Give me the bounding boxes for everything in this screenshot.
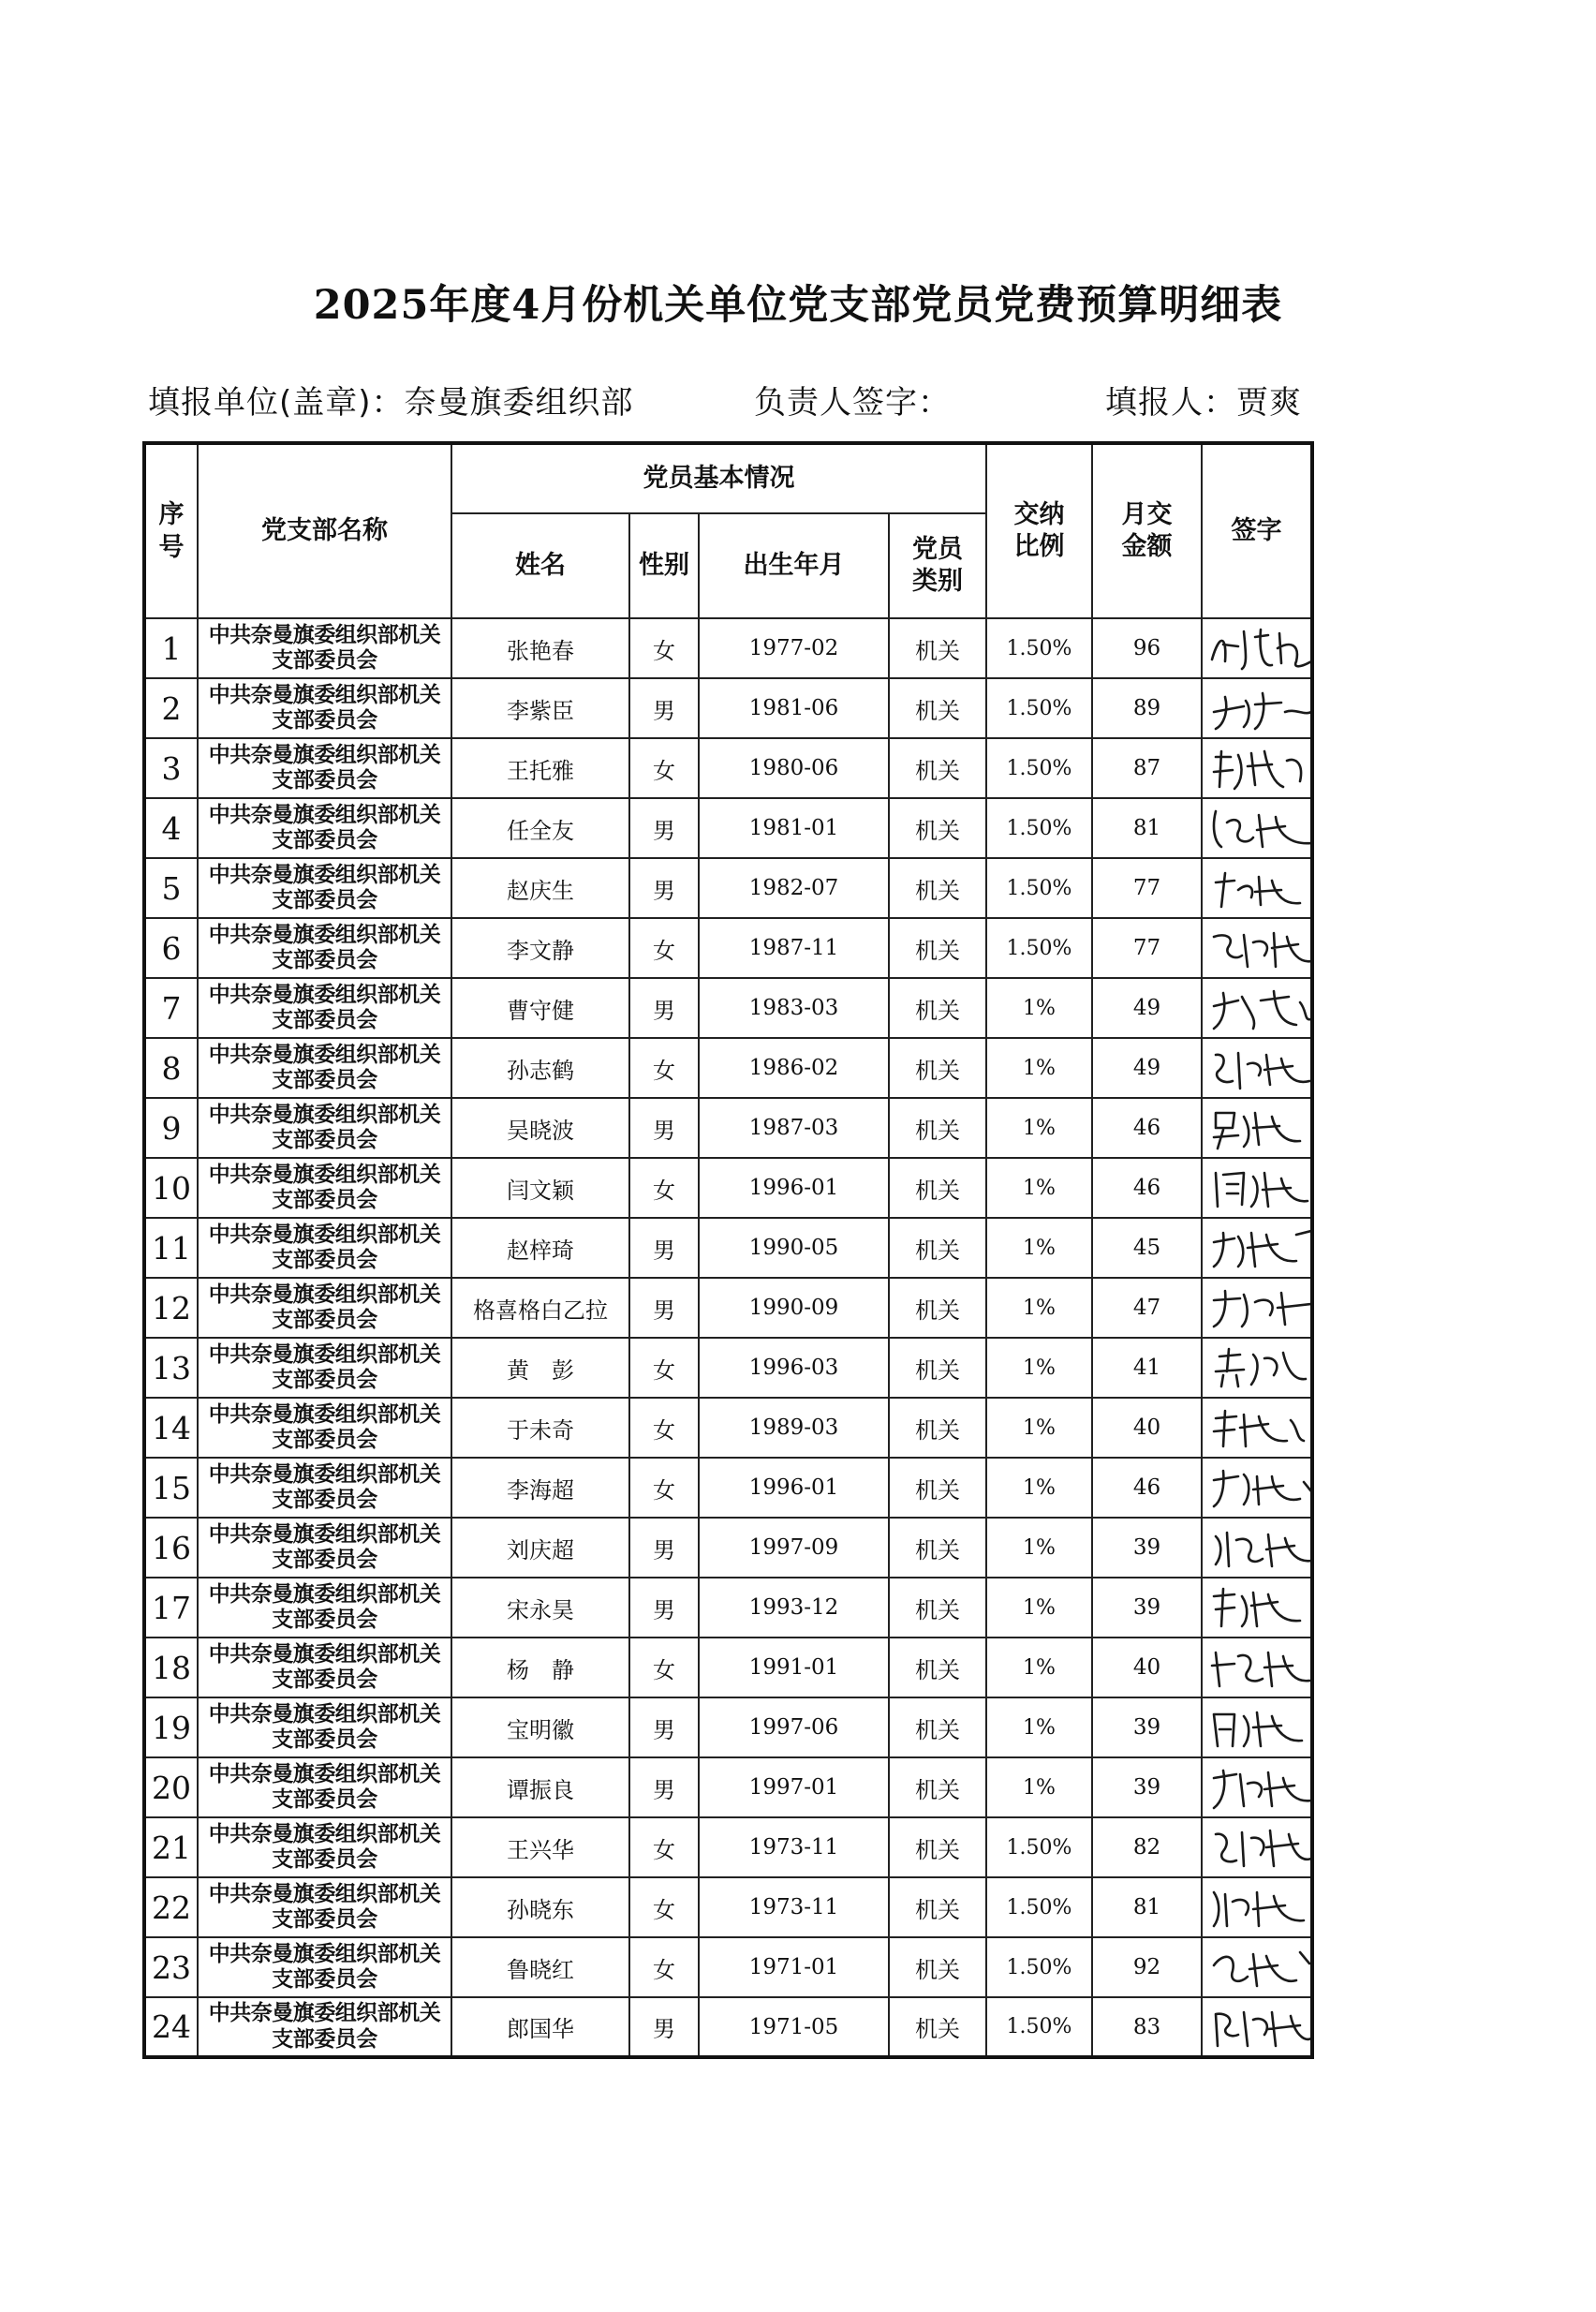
monthly-amount: 49 <box>1092 1038 1202 1098</box>
handwritten-signature <box>1206 984 1312 1032</box>
page-title: 2025年度4月份机关单位党支部党员党费预算明细表 <box>313 282 1283 329</box>
payment-rate: 1% <box>986 978 1092 1038</box>
signature-cell <box>1202 618 1312 678</box>
table-row <box>144 1038 1312 1098</box>
monthly-amount: 39 <box>1092 1757 1202 1817</box>
header-branch: 党支部名称 <box>198 443 451 618</box>
signature-cell <box>1202 858 1312 918</box>
header-category: 党员类别 <box>889 513 986 618</box>
handwritten-signature <box>1206 1463 1312 1512</box>
signature-cell <box>1202 978 1312 1038</box>
member-category: 机关 <box>889 1817 986 1877</box>
monthly-amount: 46 <box>1092 1458 1202 1518</box>
row-number: 14 <box>144 1398 198 1458</box>
member-category: 机关 <box>889 1638 986 1697</box>
branch-name: 中共奈曼旗委组织部机关支部委员会 <box>198 1578 451 1638</box>
payment-rate: 1% <box>986 1398 1092 1458</box>
member-gender: 女 <box>629 1158 699 1218</box>
header-signature: 签字 <box>1202 443 1312 618</box>
member-category: 机关 <box>889 798 986 858</box>
member-name: 宝明徽 <box>451 1697 629 1757</box>
member-name: 王兴华 <box>451 1817 629 1877</box>
member-category: 机关 <box>889 1218 986 1278</box>
signature-cell <box>1202 1937 1312 1997</box>
member-birth: 1987-03 <box>699 1098 889 1158</box>
row-number: 20 <box>144 1757 198 1817</box>
handwritten-signature <box>1206 1403 1312 1452</box>
branch-name: 中共奈曼旗委组织部机关支部委员会 <box>198 618 451 678</box>
monthly-amount: 40 <box>1092 1398 1202 1458</box>
monthly-amount: 39 <box>1092 1578 1202 1638</box>
branch-name: 中共奈曼旗委组织部机关支部委员会 <box>198 918 451 978</box>
monthly-amount: 47 <box>1092 1278 1202 1338</box>
row-number: 19 <box>144 1697 198 1757</box>
row-number: 7 <box>144 978 198 1038</box>
handwritten-signature <box>1206 1703 1312 1752</box>
row-number: 15 <box>144 1458 198 1518</box>
handwritten-signature <box>1206 2003 1312 2052</box>
branch-name: 中共奈曼旗委组织部机关支部委员会 <box>198 738 451 798</box>
signature-cell <box>1202 678 1312 738</box>
branch-name: 中共奈曼旗委组织部机关支部委员会 <box>198 1817 451 1877</box>
dues-table <box>142 441 1314 2059</box>
row-number: 18 <box>144 1638 198 1697</box>
member-birth: 1997-06 <box>699 1697 889 1757</box>
row-number: 2 <box>144 678 198 738</box>
monthly-amount: 89 <box>1092 678 1202 738</box>
table-row <box>144 1278 1312 1338</box>
monthly-amount: 82 <box>1092 1817 1202 1877</box>
handwritten-signature <box>1206 1283 1312 1332</box>
member-category: 机关 <box>889 1158 986 1218</box>
table-row <box>144 1937 1312 1997</box>
row-number: 10 <box>144 1158 198 1218</box>
member-birth: 1997-09 <box>699 1518 889 1578</box>
member-category: 机关 <box>889 1398 986 1458</box>
monthly-amount: 77 <box>1092 858 1202 918</box>
payment-rate: 1% <box>986 1578 1092 1638</box>
payment-rate: 1% <box>986 1158 1092 1218</box>
signature-cell <box>1202 1638 1312 1697</box>
member-name: 赵梓琦 <box>451 1218 629 1278</box>
signature-cell <box>1202 1518 1312 1578</box>
member-birth: 1996-01 <box>699 1458 889 1518</box>
handwritten-signature <box>1206 1163 1312 1212</box>
member-category: 机关 <box>889 618 986 678</box>
branch-name: 中共奈曼旗委组织部机关支部委员会 <box>198 1158 451 1218</box>
member-name: 刘庆超 <box>451 1518 629 1578</box>
reporting-unit: 填报单位(盖章)：奈曼旗委组织部 <box>148 384 634 422</box>
table-row <box>144 1458 1312 1518</box>
handwritten-signature <box>1206 1104 1312 1152</box>
table-row <box>144 1338 1312 1398</box>
header-name: 姓名 <box>451 513 629 618</box>
payment-rate: 1.50% <box>986 618 1092 678</box>
filled-by: 填报人：贾爽 <box>1105 384 1302 422</box>
table-row <box>144 1098 1312 1158</box>
member-gender: 女 <box>629 1038 699 1098</box>
member-category: 机关 <box>889 1038 986 1098</box>
payment-rate: 1% <box>986 1338 1092 1398</box>
table-row <box>144 1997 1312 2057</box>
member-name: 鲁晓红 <box>451 1937 629 1997</box>
branch-name: 中共奈曼旗委组织部机关支部委员会 <box>198 1278 451 1338</box>
member-category: 机关 <box>889 1338 986 1398</box>
monthly-amount: 39 <box>1092 1518 1202 1578</box>
member-birth: 1996-03 <box>699 1338 889 1398</box>
monthly-amount: 40 <box>1092 1638 1202 1697</box>
monthly-amount: 87 <box>1092 738 1202 798</box>
table-row <box>144 858 1312 918</box>
monthly-amount: 83 <box>1092 1997 1202 2057</box>
row-number: 9 <box>144 1098 198 1158</box>
member-gender: 男 <box>629 1757 699 1817</box>
member-birth: 1982-07 <box>699 858 889 918</box>
member-birth: 1977-02 <box>699 618 889 678</box>
member-category: 机关 <box>889 1877 986 1937</box>
member-birth: 1997-01 <box>699 1757 889 1817</box>
member-name: 曹守健 <box>451 978 629 1038</box>
member-name: 黄 彭 <box>451 1338 629 1398</box>
payment-rate: 1% <box>986 1458 1092 1518</box>
signature-cell <box>1202 1338 1312 1398</box>
member-birth: 1973-11 <box>699 1817 889 1877</box>
member-category: 机关 <box>889 858 986 918</box>
table-row <box>144 1757 1312 1817</box>
branch-name: 中共奈曼旗委组织部机关支部委员会 <box>198 1338 451 1398</box>
member-name: 孙志鹤 <box>451 1038 629 1098</box>
header-basic-info: 党员基本情况 <box>451 443 986 513</box>
member-name: 任全友 <box>451 798 629 858</box>
monthly-amount: 81 <box>1092 798 1202 858</box>
member-name: 于未奇 <box>451 1398 629 1458</box>
handwritten-signature <box>1206 1823 1312 1872</box>
branch-name: 中共奈曼旗委组织部机关支部委员会 <box>198 1038 451 1098</box>
member-gender: 女 <box>629 1338 699 1398</box>
table-row <box>144 1518 1312 1578</box>
member-birth: 1990-09 <box>699 1278 889 1338</box>
member-birth: 1981-06 <box>699 678 889 738</box>
row-number: 23 <box>144 1937 198 1997</box>
member-name: 王托雅 <box>451 738 629 798</box>
member-name: 赵庆生 <box>451 858 629 918</box>
payment-rate: 1.50% <box>986 1817 1092 1877</box>
member-birth: 1971-01 <box>699 1937 889 1997</box>
member-birth: 1986-02 <box>699 1038 889 1098</box>
member-category: 机关 <box>889 1458 986 1518</box>
member-birth: 1989-03 <box>699 1398 889 1458</box>
table-row <box>144 1398 1312 1458</box>
row-number: 11 <box>144 1218 198 1278</box>
table-row <box>144 978 1312 1038</box>
branch-name: 中共奈曼旗委组织部机关支部委员会 <box>198 1098 451 1158</box>
header-amount: 月交金额 <box>1092 443 1202 618</box>
branch-name: 中共奈曼旗委组织部机关支部委员会 <box>198 1697 451 1757</box>
handwritten-signature <box>1206 924 1312 972</box>
monthly-amount: 45 <box>1092 1218 1202 1278</box>
member-name: 宋永昊 <box>451 1578 629 1638</box>
table-row <box>144 1817 1312 1877</box>
row-number: 22 <box>144 1877 198 1937</box>
member-birth: 1987-11 <box>699 918 889 978</box>
handwritten-signature <box>1206 1943 1312 1992</box>
row-number: 12 <box>144 1278 198 1338</box>
table-row <box>144 1158 1312 1218</box>
handwritten-signature <box>1206 1223 1312 1272</box>
member-name: 闫文颖 <box>451 1158 629 1218</box>
handwritten-signature <box>1206 1343 1312 1392</box>
signature-cell <box>1202 738 1312 798</box>
branch-name: 中共奈曼旗委组织部机关支部委员会 <box>198 1218 451 1278</box>
member-name: 孙晓东 <box>451 1877 629 1937</box>
header-birth: 出生年月 <box>699 513 889 618</box>
payment-rate: 1.50% <box>986 1997 1092 2057</box>
member-birth: 1993-12 <box>699 1578 889 1638</box>
signature-cell <box>1202 1218 1312 1278</box>
monthly-amount: 96 <box>1092 618 1202 678</box>
member-gender: 男 <box>629 978 699 1038</box>
member-birth: 1983-03 <box>699 978 889 1038</box>
signature-cell <box>1202 1098 1312 1158</box>
member-category: 机关 <box>889 1757 986 1817</box>
signature-cell <box>1202 1697 1312 1757</box>
row-number: 17 <box>144 1578 198 1638</box>
member-category: 机关 <box>889 738 986 798</box>
member-gender: 男 <box>629 798 699 858</box>
payment-rate: 1.50% <box>986 738 1092 798</box>
table-row <box>144 1578 1312 1638</box>
row-number: 5 <box>144 858 198 918</box>
signature-cell <box>1202 918 1312 978</box>
member-name: 李紫臣 <box>451 678 629 738</box>
member-name: 谭振良 <box>451 1757 629 1817</box>
member-gender: 女 <box>629 1877 699 1937</box>
member-gender: 男 <box>629 1098 699 1158</box>
member-category: 机关 <box>889 1278 986 1338</box>
branch-name: 中共奈曼旗委组织部机关支部委员会 <box>198 1997 451 2057</box>
payment-rate: 1.50% <box>986 858 1092 918</box>
member-gender: 男 <box>629 1578 699 1638</box>
row-number: 24 <box>144 1997 198 2057</box>
monthly-amount: 41 <box>1092 1338 1202 1398</box>
handwritten-signature <box>1206 1763 1312 1812</box>
signature-cell <box>1202 1997 1312 2057</box>
monthly-amount: 46 <box>1092 1158 1202 1218</box>
member-category: 机关 <box>889 1937 986 1997</box>
table-row <box>144 738 1312 798</box>
row-number: 8 <box>144 1038 198 1098</box>
signature-cell <box>1202 1458 1312 1518</box>
member-gender: 男 <box>629 1518 699 1578</box>
responsible-signature-label: 负责人签字： <box>754 384 951 422</box>
handwritten-signature <box>1206 1883 1312 1932</box>
row-number: 1 <box>144 618 198 678</box>
handwritten-signature <box>1206 804 1312 852</box>
member-birth: 1981-01 <box>699 798 889 858</box>
member-birth: 1996-01 <box>699 1158 889 1218</box>
member-category: 机关 <box>889 1518 986 1578</box>
payment-rate: 1.50% <box>986 1877 1092 1937</box>
signature-cell <box>1202 1038 1312 1098</box>
member-gender: 女 <box>629 918 699 978</box>
member-gender: 女 <box>629 618 699 678</box>
payment-rate: 1% <box>986 1518 1092 1578</box>
member-name: 吴晓波 <box>451 1098 629 1158</box>
branch-name: 中共奈曼旗委组织部机关支部委员会 <box>198 978 451 1038</box>
branch-name: 中共奈曼旗委组织部机关支部委员会 <box>198 678 451 738</box>
signature-cell <box>1202 1398 1312 1458</box>
row-number: 21 <box>144 1817 198 1877</box>
header-rate: 交纳比例 <box>986 443 1092 618</box>
branch-name: 中共奈曼旗委组织部机关支部委员会 <box>198 798 451 858</box>
member-gender: 男 <box>629 1997 699 2057</box>
payment-rate: 1% <box>986 1218 1092 1278</box>
member-birth: 1990-05 <box>699 1218 889 1278</box>
member-birth: 1973-11 <box>699 1877 889 1937</box>
member-name: 杨 静 <box>451 1638 629 1697</box>
branch-name: 中共奈曼旗委组织部机关支部委员会 <box>198 1398 451 1458</box>
member-category: 机关 <box>889 978 986 1038</box>
payment-rate: 1.50% <box>986 918 1092 978</box>
signature-cell <box>1202 798 1312 858</box>
branch-name: 中共奈曼旗委组织部机关支部委员会 <box>198 1518 451 1578</box>
member-name: 李海超 <box>451 1458 629 1518</box>
payment-rate: 1% <box>986 1038 1092 1098</box>
handwritten-signature <box>1206 684 1312 733</box>
member-gender: 男 <box>629 678 699 738</box>
signature-cell <box>1202 1817 1312 1877</box>
monthly-amount: 46 <box>1092 1098 1202 1158</box>
member-category: 机关 <box>889 1997 986 2057</box>
branch-name: 中共奈曼旗委组织部机关支部委员会 <box>198 1877 451 1937</box>
payment-rate: 1% <box>986 1757 1092 1817</box>
row-number: 4 <box>144 798 198 858</box>
signature-cell <box>1202 1877 1312 1937</box>
handwritten-signature <box>1206 1044 1312 1092</box>
table-row <box>144 918 1312 978</box>
branch-name: 中共奈曼旗委组织部机关支部委员会 <box>198 1458 451 1518</box>
row-number: 13 <box>144 1338 198 1398</box>
payment-rate: 1.50% <box>986 678 1092 738</box>
member-birth: 1980-06 <box>699 738 889 798</box>
member-gender: 女 <box>629 1817 699 1877</box>
table-row <box>144 618 1312 678</box>
member-name: 格喜格白乙拉 <box>451 1278 629 1338</box>
payment-rate: 1% <box>986 1638 1092 1697</box>
handwritten-signature <box>1206 1523 1312 1572</box>
branch-name: 中共奈曼旗委组织部机关支部委员会 <box>198 1937 451 1997</box>
member-gender: 女 <box>629 738 699 798</box>
handwritten-signature <box>1206 864 1312 912</box>
member-birth: 1971-05 <box>699 1997 889 2057</box>
handwritten-signature <box>1206 1643 1312 1692</box>
payment-rate: 1% <box>986 1697 1092 1757</box>
monthly-amount: 39 <box>1092 1697 1202 1757</box>
table-row <box>144 798 1312 858</box>
monthly-amount: 49 <box>1092 978 1202 1038</box>
table-row <box>144 1638 1312 1697</box>
handwritten-signature <box>1206 1583 1312 1632</box>
member-category: 机关 <box>889 1098 986 1158</box>
payment-rate: 1% <box>986 1278 1092 1338</box>
member-gender: 女 <box>629 1458 699 1518</box>
member-gender: 女 <box>629 1937 699 1997</box>
member-gender: 女 <box>629 1398 699 1458</box>
payment-rate: 1% <box>986 1098 1092 1158</box>
member-category: 机关 <box>889 678 986 738</box>
monthly-amount: 81 <box>1092 1877 1202 1937</box>
table-row <box>144 1218 1312 1278</box>
member-birth: 1991-01 <box>699 1638 889 1697</box>
header-gender: 性别 <box>629 513 699 618</box>
branch-name: 中共奈曼旗委组织部机关支部委员会 <box>198 858 451 918</box>
member-gender: 男 <box>629 1278 699 1338</box>
member-gender: 女 <box>629 1638 699 1697</box>
monthly-amount: 92 <box>1092 1937 1202 1997</box>
table-row <box>144 1877 1312 1937</box>
member-category: 机关 <box>889 918 986 978</box>
row-number: 16 <box>144 1518 198 1578</box>
member-category: 机关 <box>889 1578 986 1638</box>
payment-rate: 1.50% <box>986 1937 1092 1997</box>
signature-cell <box>1202 1578 1312 1638</box>
handwritten-signature <box>1206 624 1312 673</box>
header-no: 序号 <box>144 443 198 618</box>
branch-name: 中共奈曼旗委组织部机关支部委员会 <box>198 1757 451 1817</box>
signature-cell <box>1202 1278 1312 1338</box>
signature-cell <box>1202 1757 1312 1817</box>
payment-rate: 1.50% <box>986 798 1092 858</box>
branch-name: 中共奈曼旗委组织部机关支部委员会 <box>198 1638 451 1697</box>
member-gender: 男 <box>629 858 699 918</box>
member-category: 机关 <box>889 1697 986 1757</box>
member-name: 李文静 <box>451 918 629 978</box>
row-number: 3 <box>144 738 198 798</box>
member-gender: 男 <box>629 1218 699 1278</box>
row-number: 6 <box>144 918 198 978</box>
monthly-amount: 77 <box>1092 918 1202 978</box>
handwritten-signature <box>1206 744 1312 793</box>
member-name: 张艳春 <box>451 618 629 678</box>
table-row <box>144 678 1312 738</box>
signature-cell <box>1202 1158 1312 1218</box>
member-name: 郎国华 <box>451 1997 629 2057</box>
table-row <box>144 1697 1312 1757</box>
member-gender: 男 <box>629 1697 699 1757</box>
